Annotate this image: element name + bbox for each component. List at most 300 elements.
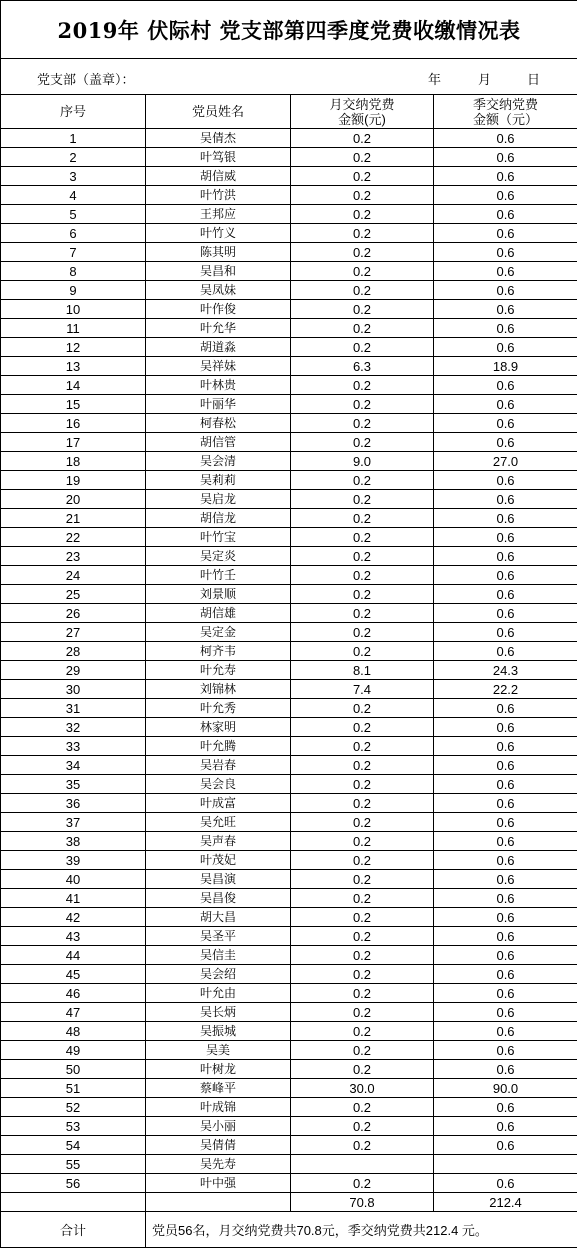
row-seq: 34 xyxy=(1,756,146,775)
table-row xyxy=(1,566,577,585)
table-row xyxy=(1,642,577,661)
table-row xyxy=(1,870,577,889)
row-seq: 35 xyxy=(1,775,146,794)
row-monthly-fee: 6.3 xyxy=(291,357,434,376)
row-name: 胡信雄 xyxy=(146,604,291,623)
row-name: 吴定炎 xyxy=(146,547,291,566)
row-name: 吴允旺 xyxy=(146,813,291,832)
row-quarterly-fee: 0.6 xyxy=(434,946,577,965)
row-seq: 51 xyxy=(1,1079,146,1098)
row-seq: 56 xyxy=(1,1174,146,1193)
row-name: 吴倩倩 xyxy=(146,1136,291,1155)
table-row xyxy=(1,908,577,927)
row-quarterly-fee: 0.6 xyxy=(434,262,577,281)
row-seq: 25 xyxy=(1,585,146,604)
row-name: 叶笃银 xyxy=(146,148,291,167)
row-seq: 16 xyxy=(1,414,146,433)
title-row xyxy=(1,1,577,59)
table-row xyxy=(1,357,577,376)
row-name: 吴长炳 xyxy=(146,1003,291,1022)
table-row xyxy=(1,376,577,395)
row-quarterly-fee: 0.6 xyxy=(434,832,577,851)
row-monthly-fee: 0.2 xyxy=(291,1117,434,1136)
row-seq: 21 xyxy=(1,509,146,528)
table-row xyxy=(1,794,577,813)
row-quarterly-fee: 0.6 xyxy=(434,167,577,186)
table-row xyxy=(1,775,577,794)
date-day-label: 日 xyxy=(527,72,541,87)
row-seq: 4 xyxy=(1,186,146,205)
row-seq: 31 xyxy=(1,699,146,718)
row-name: 吴莉莉 xyxy=(146,471,291,490)
row-monthly-fee: 0.2 xyxy=(291,794,434,813)
page-title: 2019年 伏际村 党支部第四季度党费收缴情况表 xyxy=(1,1,577,59)
table-row xyxy=(1,167,577,186)
row-monthly-fee: 0.2 xyxy=(291,376,434,395)
row-monthly-fee: 0.2 xyxy=(291,148,434,167)
table-row xyxy=(1,1041,577,1060)
row-quarterly-fee: 0.6 xyxy=(434,281,577,300)
row-monthly-fee: 9.0 xyxy=(291,452,434,471)
row-quarterly-fee: 0.6 xyxy=(434,851,577,870)
totals-name-cell xyxy=(146,1193,291,1212)
row-quarterly-fee: 0.6 xyxy=(434,1060,577,1079)
date-month-label: 月 xyxy=(478,72,492,87)
table-row xyxy=(1,205,577,224)
row-quarterly-fee: 22.2 xyxy=(434,680,577,699)
row-seq: 41 xyxy=(1,889,146,908)
row-seq: 48 xyxy=(1,1022,146,1041)
row-quarterly-fee: 0.6 xyxy=(434,623,577,642)
row-seq: 33 xyxy=(1,737,146,756)
table-row xyxy=(1,528,577,547)
row-quarterly-fee: 0.6 xyxy=(434,1136,577,1155)
row-monthly-fee: 0.2 xyxy=(291,775,434,794)
row-name: 叶林贵 xyxy=(146,376,291,395)
row-quarterly-fee: 0.6 xyxy=(434,1117,577,1136)
row-monthly-fee: 0.2 xyxy=(291,319,434,338)
table-row xyxy=(1,813,577,832)
row-name: 吴昌演 xyxy=(146,870,291,889)
row-monthly-fee: 0.2 xyxy=(291,338,434,357)
row-quarterly-fee: 0.6 xyxy=(434,718,577,737)
header-quarterly-line2: 金额（元） xyxy=(473,111,539,127)
row-monthly-fee: 0.2 xyxy=(291,262,434,281)
row-quarterly-fee: 0.6 xyxy=(434,984,577,1003)
row-monthly-fee: 0.2 xyxy=(291,927,434,946)
row-monthly-fee: 0.2 xyxy=(291,281,434,300)
header-quarterly-line1: 季交纳党费 xyxy=(473,96,539,112)
table-row xyxy=(1,300,577,319)
table-row xyxy=(1,129,577,148)
row-name: 胡信管 xyxy=(146,433,291,452)
row-seq: 47 xyxy=(1,1003,146,1022)
header-row xyxy=(1,95,577,129)
row-monthly-fee: 0.2 xyxy=(291,718,434,737)
footer-label: 合计 xyxy=(1,1212,146,1248)
row-name: 叶允秀 xyxy=(146,699,291,718)
table-row xyxy=(1,927,577,946)
row-quarterly-fee: 0.6 xyxy=(434,509,577,528)
row-quarterly-fee: 0.6 xyxy=(434,585,577,604)
row-monthly-fee: 0.2 xyxy=(291,566,434,585)
row-quarterly-fee: 0.6 xyxy=(434,547,577,566)
branch-date-cell xyxy=(1,59,577,95)
row-seq: 6 xyxy=(1,224,146,243)
row-name: 柯春松 xyxy=(146,414,291,433)
row-name: 叶茂妃 xyxy=(146,851,291,870)
table-row xyxy=(1,490,577,509)
row-quarterly-fee: 0.6 xyxy=(434,376,577,395)
row-monthly-fee: 0.2 xyxy=(291,1098,434,1117)
row-seq: 40 xyxy=(1,870,146,889)
row-quarterly-fee: 0.6 xyxy=(434,889,577,908)
row-seq: 14 xyxy=(1,376,146,395)
table-row xyxy=(1,946,577,965)
row-seq: 11 xyxy=(1,319,146,338)
row-seq: 2 xyxy=(1,148,146,167)
row-name: 柯齐韦 xyxy=(146,642,291,661)
row-monthly-fee: 0.2 xyxy=(291,243,434,262)
row-seq: 18 xyxy=(1,452,146,471)
table-row xyxy=(1,737,577,756)
header-monthly xyxy=(291,95,434,129)
row-seq: 39 xyxy=(1,851,146,870)
row-monthly-fee: 0.2 xyxy=(291,813,434,832)
table-row xyxy=(1,319,577,338)
row-monthly-fee: 0.2 xyxy=(291,756,434,775)
row-seq: 13 xyxy=(1,357,146,376)
row-quarterly-fee: 0.6 xyxy=(434,1022,577,1041)
row-seq: 19 xyxy=(1,471,146,490)
row-monthly-fee: 0.2 xyxy=(291,186,434,205)
row-name: 吴定金 xyxy=(146,623,291,642)
table-row xyxy=(1,1117,577,1136)
totals-row xyxy=(1,1193,577,1212)
row-quarterly-fee: 0.6 xyxy=(434,205,577,224)
row-quarterly-fee: 0.6 xyxy=(434,300,577,319)
table-row xyxy=(1,623,577,642)
row-name: 吴声春 xyxy=(146,832,291,851)
row-seq: 30 xyxy=(1,680,146,699)
row-seq: 28 xyxy=(1,642,146,661)
row-name: 吴会良 xyxy=(146,775,291,794)
row-seq: 36 xyxy=(1,794,146,813)
row-name: 吴昌俊 xyxy=(146,889,291,908)
row-monthly-fee: 0.2 xyxy=(291,471,434,490)
table-row xyxy=(1,509,577,528)
header-seq: 序号 xyxy=(1,95,146,129)
row-monthly-fee: 0.2 xyxy=(291,395,434,414)
row-quarterly-fee: 0.6 xyxy=(434,870,577,889)
header-monthly-line1: 月交纳党费 xyxy=(329,96,395,112)
row-quarterly-fee: 0.6 xyxy=(434,1003,577,1022)
row-quarterly-fee: 24.3 xyxy=(434,661,577,680)
row-monthly-fee: 30.0 xyxy=(291,1079,434,1098)
row-quarterly-fee: 0.6 xyxy=(434,319,577,338)
table-row xyxy=(1,699,577,718)
row-monthly-fee: 0.2 xyxy=(291,1136,434,1155)
row-quarterly-fee: 0.6 xyxy=(434,775,577,794)
row-quarterly-fee: 0.6 xyxy=(434,965,577,984)
row-quarterly-fee: 0.6 xyxy=(434,224,577,243)
row-quarterly-fee: 0.6 xyxy=(434,756,577,775)
table-row xyxy=(1,262,577,281)
table-row xyxy=(1,186,577,205)
row-name: 吴岩春 xyxy=(146,756,291,775)
row-quarterly-fee: 0.6 xyxy=(434,1174,577,1193)
row-name: 王邦应 xyxy=(146,205,291,224)
header-monthly-line2: 金额(元) xyxy=(338,111,386,127)
row-quarterly-fee: 0.6 xyxy=(434,528,577,547)
row-name: 林家明 xyxy=(146,718,291,737)
row-quarterly-fee: 0.6 xyxy=(434,737,577,756)
row-monthly-fee: 0.2 xyxy=(291,509,434,528)
row-name: 刘锦林 xyxy=(146,680,291,699)
row-quarterly-fee: 0.6 xyxy=(434,414,577,433)
row-name: 胡信龙 xyxy=(146,509,291,528)
row-quarterly-fee xyxy=(434,1155,577,1174)
table-row xyxy=(1,965,577,984)
table-row xyxy=(1,433,577,452)
row-name: 叶竹义 xyxy=(146,224,291,243)
table-row xyxy=(1,889,577,908)
row-quarterly-fee: 0.6 xyxy=(434,186,577,205)
row-monthly-fee: 0.2 xyxy=(291,737,434,756)
row-seq: 26 xyxy=(1,604,146,623)
table-row xyxy=(1,452,577,471)
row-name: 叶中强 xyxy=(146,1174,291,1193)
table-row xyxy=(1,1098,577,1117)
table-row xyxy=(1,756,577,775)
row-seq: 38 xyxy=(1,832,146,851)
row-seq: 23 xyxy=(1,547,146,566)
row-quarterly-fee: 0.6 xyxy=(434,129,577,148)
row-name: 叶竹洪 xyxy=(146,186,291,205)
table-row xyxy=(1,547,577,566)
table-row xyxy=(1,395,577,414)
table-row xyxy=(1,1155,577,1174)
row-quarterly-fee: 0.6 xyxy=(434,604,577,623)
row-quarterly-fee: 0.6 xyxy=(434,243,577,262)
row-seq: 43 xyxy=(1,927,146,946)
row-quarterly-fee: 0.6 xyxy=(434,927,577,946)
table-row xyxy=(1,718,577,737)
row-quarterly-fee: 0.6 xyxy=(434,148,577,167)
branch-stamp-label: 党支部（盖章）： xyxy=(37,72,135,87)
row-seq: 45 xyxy=(1,965,146,984)
row-monthly-fee: 7.4 xyxy=(291,680,434,699)
row-monthly-fee: 0.2 xyxy=(291,965,434,984)
row-name: 蔡峰平 xyxy=(146,1079,291,1098)
table-row xyxy=(1,338,577,357)
row-monthly-fee: 0.2 xyxy=(291,908,434,927)
row-name: 叶竹壬 xyxy=(146,566,291,585)
row-seq: 17 xyxy=(1,433,146,452)
footer-row xyxy=(1,1212,577,1248)
row-seq: 29 xyxy=(1,661,146,680)
row-quarterly-fee: 0.6 xyxy=(434,433,577,452)
row-seq: 12 xyxy=(1,338,146,357)
totals-seq-cell xyxy=(1,1193,146,1212)
row-name: 吴会清 xyxy=(146,452,291,471)
row-monthly-fee: 0.2 xyxy=(291,300,434,319)
row-monthly-fee: 0.2 xyxy=(291,851,434,870)
row-name: 胡大昌 xyxy=(146,908,291,927)
totals-monthly: 70.8 xyxy=(291,1193,434,1212)
row-quarterly-fee: 0.6 xyxy=(434,490,577,509)
row-quarterly-fee: 0.6 xyxy=(434,1098,577,1117)
row-monthly-fee xyxy=(291,1155,434,1174)
row-monthly-fee: 0.2 xyxy=(291,604,434,623)
row-name: 胡信威 xyxy=(146,167,291,186)
row-seq: 53 xyxy=(1,1117,146,1136)
row-monthly-fee: 0.2 xyxy=(291,433,434,452)
table-row xyxy=(1,1003,577,1022)
row-monthly-fee: 0.2 xyxy=(291,1174,434,1193)
table-row xyxy=(1,414,577,433)
row-monthly-fee: 0.2 xyxy=(291,205,434,224)
row-quarterly-fee: 0.6 xyxy=(434,813,577,832)
table-row xyxy=(1,585,577,604)
row-name: 叶允华 xyxy=(146,319,291,338)
row-name: 吴昌和 xyxy=(146,262,291,281)
table-row xyxy=(1,661,577,680)
row-name: 吴启龙 xyxy=(146,490,291,509)
row-seq: 49 xyxy=(1,1041,146,1060)
footer-summary: 党员56名，月交纳党费共70.8元，季交纳党费共212.4 元。 xyxy=(146,1212,577,1248)
row-seq: 9 xyxy=(1,281,146,300)
row-monthly-fee: 0.2 xyxy=(291,547,434,566)
row-name: 吴小丽 xyxy=(146,1117,291,1136)
row-name: 叶成锦 xyxy=(146,1098,291,1117)
row-monthly-fee: 0.2 xyxy=(291,699,434,718)
row-quarterly-fee: 0.6 xyxy=(434,395,577,414)
row-seq: 42 xyxy=(1,908,146,927)
row-quarterly-fee: 0.6 xyxy=(434,471,577,490)
row-monthly-fee: 0.2 xyxy=(291,585,434,604)
row-name: 叶成富 xyxy=(146,794,291,813)
row-quarterly-fee: 18.9 xyxy=(434,357,577,376)
row-quarterly-fee: 90.0 xyxy=(434,1079,577,1098)
row-monthly-fee: 8.1 xyxy=(291,661,434,680)
row-monthly-fee: 0.2 xyxy=(291,1003,434,1022)
row-name: 吴振城 xyxy=(146,1022,291,1041)
row-name: 叶树龙 xyxy=(146,1060,291,1079)
row-monthly-fee: 0.2 xyxy=(291,1060,434,1079)
row-monthly-fee: 0.2 xyxy=(291,870,434,889)
row-monthly-fee: 0.2 xyxy=(291,946,434,965)
row-monthly-fee: 0.2 xyxy=(291,984,434,1003)
row-seq: 22 xyxy=(1,528,146,547)
row-name: 胡道淼 xyxy=(146,338,291,357)
date-year-label: 年 xyxy=(428,72,442,87)
table-row xyxy=(1,148,577,167)
row-name: 叶允腾 xyxy=(146,737,291,756)
row-seq: 55 xyxy=(1,1155,146,1174)
row-monthly-fee: 0.2 xyxy=(291,1041,434,1060)
row-seq: 50 xyxy=(1,1060,146,1079)
row-name: 吴倩杰 xyxy=(146,129,291,148)
row-seq: 54 xyxy=(1,1136,146,1155)
row-seq: 8 xyxy=(1,262,146,281)
row-monthly-fee: 0.2 xyxy=(291,642,434,661)
table-row xyxy=(1,832,577,851)
table-row xyxy=(1,471,577,490)
row-seq: 7 xyxy=(1,243,146,262)
row-name: 吴先寿 xyxy=(146,1155,291,1174)
row-quarterly-fee: 0.6 xyxy=(434,908,577,927)
table-row xyxy=(1,1136,577,1155)
totals-quarterly: 212.4 xyxy=(434,1193,577,1212)
table-row xyxy=(1,1060,577,1079)
row-monthly-fee: 0.2 xyxy=(291,889,434,908)
row-seq: 27 xyxy=(1,623,146,642)
row-seq: 44 xyxy=(1,946,146,965)
row-seq: 52 xyxy=(1,1098,146,1117)
row-monthly-fee: 0.2 xyxy=(291,832,434,851)
row-name: 陈其明 xyxy=(146,243,291,262)
row-quarterly-fee: 0.6 xyxy=(434,699,577,718)
table-row xyxy=(1,1174,577,1193)
row-monthly-fee: 0.2 xyxy=(291,129,434,148)
row-seq: 10 xyxy=(1,300,146,319)
table-row xyxy=(1,680,577,699)
row-monthly-fee: 0.2 xyxy=(291,414,434,433)
table-row xyxy=(1,984,577,1003)
row-name: 吴祥妹 xyxy=(146,357,291,376)
header-quarterly xyxy=(434,95,577,129)
row-seq: 3 xyxy=(1,167,146,186)
row-monthly-fee: 0.2 xyxy=(291,1022,434,1041)
row-seq: 37 xyxy=(1,813,146,832)
row-monthly-fee: 0.2 xyxy=(291,490,434,509)
row-name: 叶竹宝 xyxy=(146,528,291,547)
table-row xyxy=(1,281,577,300)
row-name: 叶丽华 xyxy=(146,395,291,414)
row-seq: 46 xyxy=(1,984,146,1003)
row-quarterly-fee: 0.6 xyxy=(434,642,577,661)
row-seq: 24 xyxy=(1,566,146,585)
table-row xyxy=(1,243,577,262)
row-seq: 1 xyxy=(1,129,146,148)
row-name: 刘景顺 xyxy=(146,585,291,604)
row-monthly-fee: 0.2 xyxy=(291,167,434,186)
table-row xyxy=(1,224,577,243)
row-name: 吴圣平 xyxy=(146,927,291,946)
row-quarterly-fee: 0.6 xyxy=(434,1041,577,1060)
row-name: 吴会绍 xyxy=(146,965,291,984)
table-row xyxy=(1,604,577,623)
row-quarterly-fee: 0.6 xyxy=(434,794,577,813)
table-row xyxy=(1,1079,577,1098)
row-name: 叶作俊 xyxy=(146,300,291,319)
row-quarterly-fee: 0.6 xyxy=(434,566,577,585)
row-quarterly-fee: 0.6 xyxy=(434,338,577,357)
row-seq: 5 xyxy=(1,205,146,224)
row-seq: 20 xyxy=(1,490,146,509)
row-name: 吴美 xyxy=(146,1041,291,1060)
table-row xyxy=(1,851,577,870)
row-name: 吴凤妹 xyxy=(146,281,291,300)
row-quarterly-fee: 27.0 xyxy=(434,452,577,471)
row-seq: 15 xyxy=(1,395,146,414)
table-row xyxy=(1,1022,577,1041)
branch-row xyxy=(1,59,577,95)
row-name: 叶允由 xyxy=(146,984,291,1003)
row-seq: 32 xyxy=(1,718,146,737)
row-monthly-fee: 0.2 xyxy=(291,623,434,642)
